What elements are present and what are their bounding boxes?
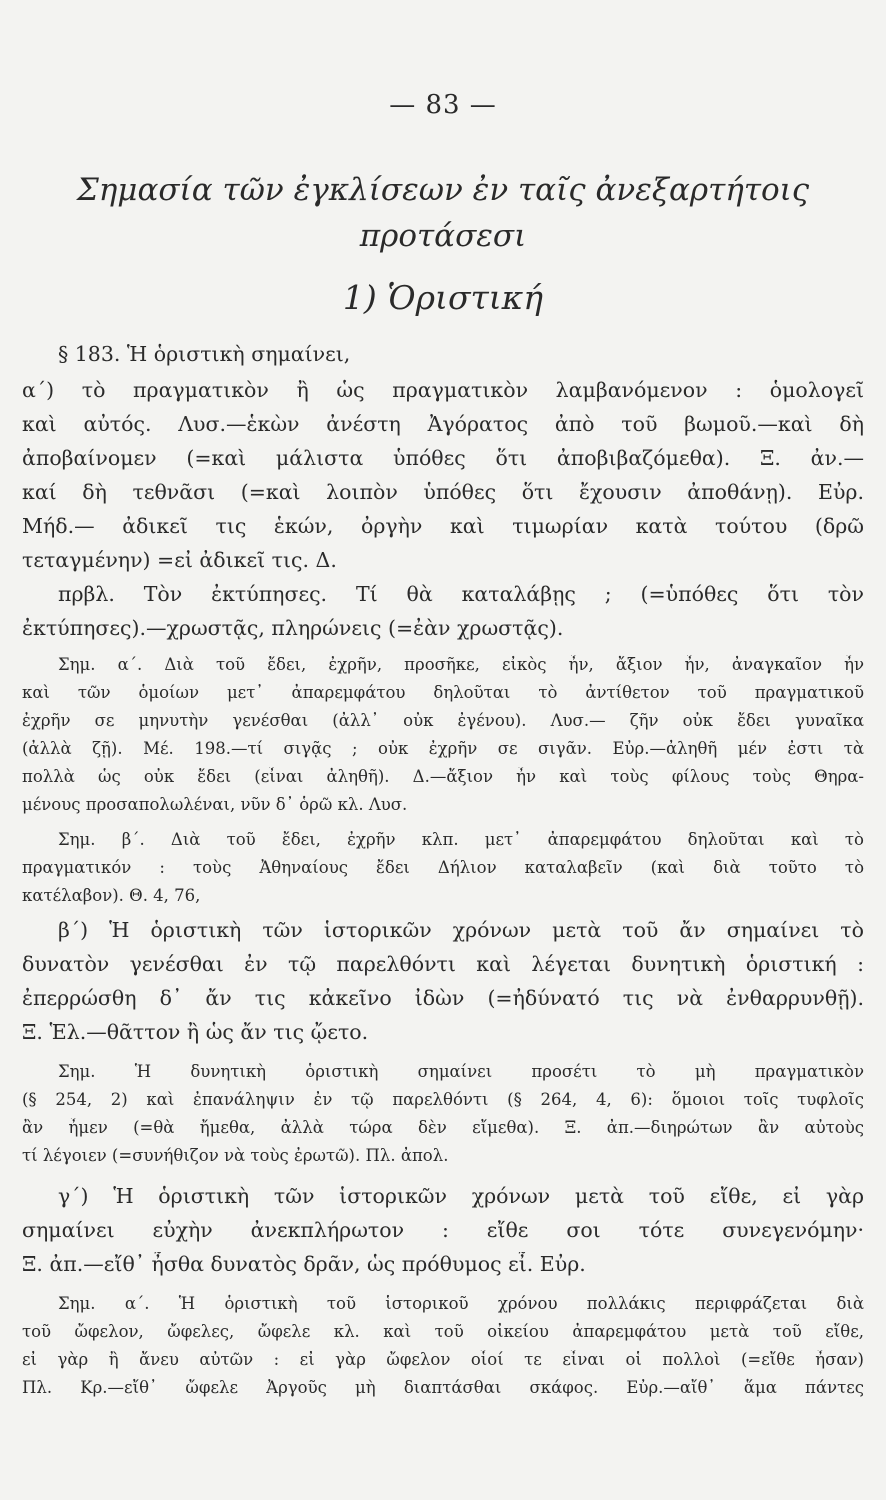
text-line: γ΄) Ἡ ὁριστικὴ τῶν ἱστορικῶν χρόνων μετὰ τοῦ εἴθε, εἰ γὰρ (58, 1184, 864, 1208)
note-line: Σημ. α΄. Διὰ τοῦ ἔδει, ἐχρῆν, προσῆκε, εἰκὸς ἦν, ἄξιον ἦν, ἀναγκαῖον ἦν (58, 655, 864, 674)
note-line: μένους προσαπολωλέναι, νῦν δ᾽ ὁρῶ κλ. Λυσ. (22, 795, 408, 814)
note-line: πραγματικόν : τοὺς Ἀθηναίους ἔδει Δήλιον καταλαβεῖν (καὶ διὰ τοῦτο τὸ (22, 858, 864, 877)
subsection-title: 1) Ὁριστική (342, 278, 544, 317)
section-title-line1: Σημασία τῶν ἐγκλίσεων ἐν ταῖς ἀνεξαρτήτοις (76, 172, 810, 208)
note-line: εἰ γὰρ ἢ ἄνευ αὐτῶν : εἰ γὰρ ὤφελον οἷοί τε εἶναι οἱ πολλοὶ (=εἴθε ἦσαν) (22, 1350, 864, 1369)
note-line: καὶ τῶν ὁμοίων μετ᾽ ἀπαρεμφάτου δηλοῦται τὸ ἀντίθετον τοῦ πραγματικοῦ (22, 683, 864, 702)
note-line: Σημ. Ἡ δυνητικὴ ὁριστικὴ σημαίνει προσέτι τὸ μὴ πραγματικὸν (58, 1062, 864, 1081)
section-title-line2: προτάσεσι (359, 218, 527, 254)
text-line: § 183. Ἡ ὁριστικὴ σημαίνει, (58, 342, 351, 366)
text-line: ἐπερρώσθη δ᾽ ἄν τις κἀκεῖνο ἰδὼν (=ἠδύνατό τις νὰ ἐνθαρρυνθῇ). (22, 986, 864, 1010)
note-line: ἐχρῆν σε μηνυτὴν γενέσθαι (ἀλλ᾽ οὐκ ἐγένου). Λυσ.— ζῆν οὐκ ἔδει γυναῖκα (22, 711, 864, 730)
text-line: ἐκτύπησες).—χρωστᾷς, πληρώνεις (=ἐὰν χρωστᾷς). (22, 616, 564, 640)
text-line: Ξ. ἀπ.—εἴθ᾽ ἦσθα δυνατὸς δρᾶν, ὡς πρόθυμος εἶ. Εὐρ. (22, 1252, 586, 1276)
text-line: σημαίνει εὐχὴν ἀνεκπλήρωτον : εἴθε σοι τότε συνεγενόμην· (22, 1218, 864, 1242)
note-line: Σημ. α΄. Ἡ ὁριστικὴ τοῦ ἱστορικοῦ χρόνου πολλάκις περιφράζεται διὰ (58, 1294, 864, 1313)
text-line: ἀποβαίνομεν (=καὶ μάλιστα ὑπόθες ὅτι ἀποβιβαζόμεθα). Ξ. ἀν.— (22, 446, 864, 470)
text-line: Μήδ.— ἀδικεῖ τις ἑκών, ὀργὴν καὶ τιμωρίαν κατὰ τούτου (δρῶ (22, 514, 864, 538)
note-line: Σημ. β΄. Διὰ τοῦ ἔδει, ἐχρῆν κλπ. μετ᾽ ἀπαρεμφάτου δηλοῦται καὶ τὸ (58, 830, 864, 849)
text-line: πρβλ. Τὸν ἐκτύπησες. Τί θὰ καταλάβῃς ; (=ὑπόθες ὅτι τὸν (58, 582, 864, 606)
page-number: — 83 — (389, 90, 497, 120)
text-line: τεταγμένην) =εἰ ἀδικεῖ τις. Δ. (22, 548, 337, 572)
text-line: καὶ αὐτός. Λυσ.—ἑκὼν ἀνέστη Ἀγόρατος ἀπὸ τοῦ βωμοῦ.—καὶ δὴ (22, 412, 864, 436)
text-line: καί δὴ τεθνᾶσι (=καὶ λοιπὸν ὑπόθες ὅτι ἔχουσιν ἀποθάνῃ). Εὐρ. (22, 480, 864, 504)
note-line: (ἀλλὰ ζῇ). Μέ. 198.—τί σιγᾷς ; οὐκ ἐχρῆν σε σιγᾶν. Εὐρ.—ἀληθῆ μέν ἐστι τὰ (22, 739, 864, 758)
note-line: τί λέγοιεν (=συνήθιζον νὰ τοὺς ἐρωτῶ). Πλ. ἀπολ. (22, 1146, 449, 1165)
text-line: β΄) Ἡ ὁριστικὴ τῶν ἱστορικῶν χρόνων μετὰ τοῦ ἄν σημαίνει τὸ (58, 918, 864, 942)
text-line: α΄) τὸ πραγματικὸν ἢ ὡς πραγματικὸν λαμβανόμενον : ὁμολογεῖ (22, 378, 864, 402)
note-line: ἂν ἦμεν (=θὰ ἤμεθα, ἀλλὰ τώρα δὲν εἴμεθα). Ξ. ἀπ.—διηρώτων ἂν αὐτοὺς (22, 1118, 864, 1137)
note-line: κατέλαβον). Θ. 4, 76, (22, 886, 201, 905)
note-line: τοῦ ὤφελον, ὤφελες, ὤφελε κλ. καὶ τοῦ οἰκείου ἀπαρεμφάτου μετὰ τοῦ εἴθε, (22, 1322, 864, 1341)
text-line: δυνατὸν γενέσθαι ἐν τῷ παρελθόντι καὶ λέγεται δυνητικὴ ὁριστική : (22, 952, 864, 976)
note-line: πολλὰ ὡς οὐκ ἔδει (εἶναι ἀληθῆ). Δ.—ἄξιον ἦν καὶ τοὺς φίλους τοὺς Θηρα- (22, 767, 864, 786)
note-line: Πλ. Κρ.—εἴθ᾽ ὤφελε Ἀργοῦς μὴ διαπτάσθαι σκάφος. Εὐρ.—αἴθ᾽ ἅμα πάντες (22, 1378, 864, 1397)
text-line: Ξ. Ἑλ.—θᾶττον ἢ ὡς ἄν τις ᾤετο. (22, 1020, 369, 1044)
note-line: (§ 254, 2) καὶ ἐπανάληψιν ἐν τῷ παρελθόντι (§ 264, 4, 6): ὅμοιοι τοῖς τυφλοῖς (22, 1090, 864, 1109)
